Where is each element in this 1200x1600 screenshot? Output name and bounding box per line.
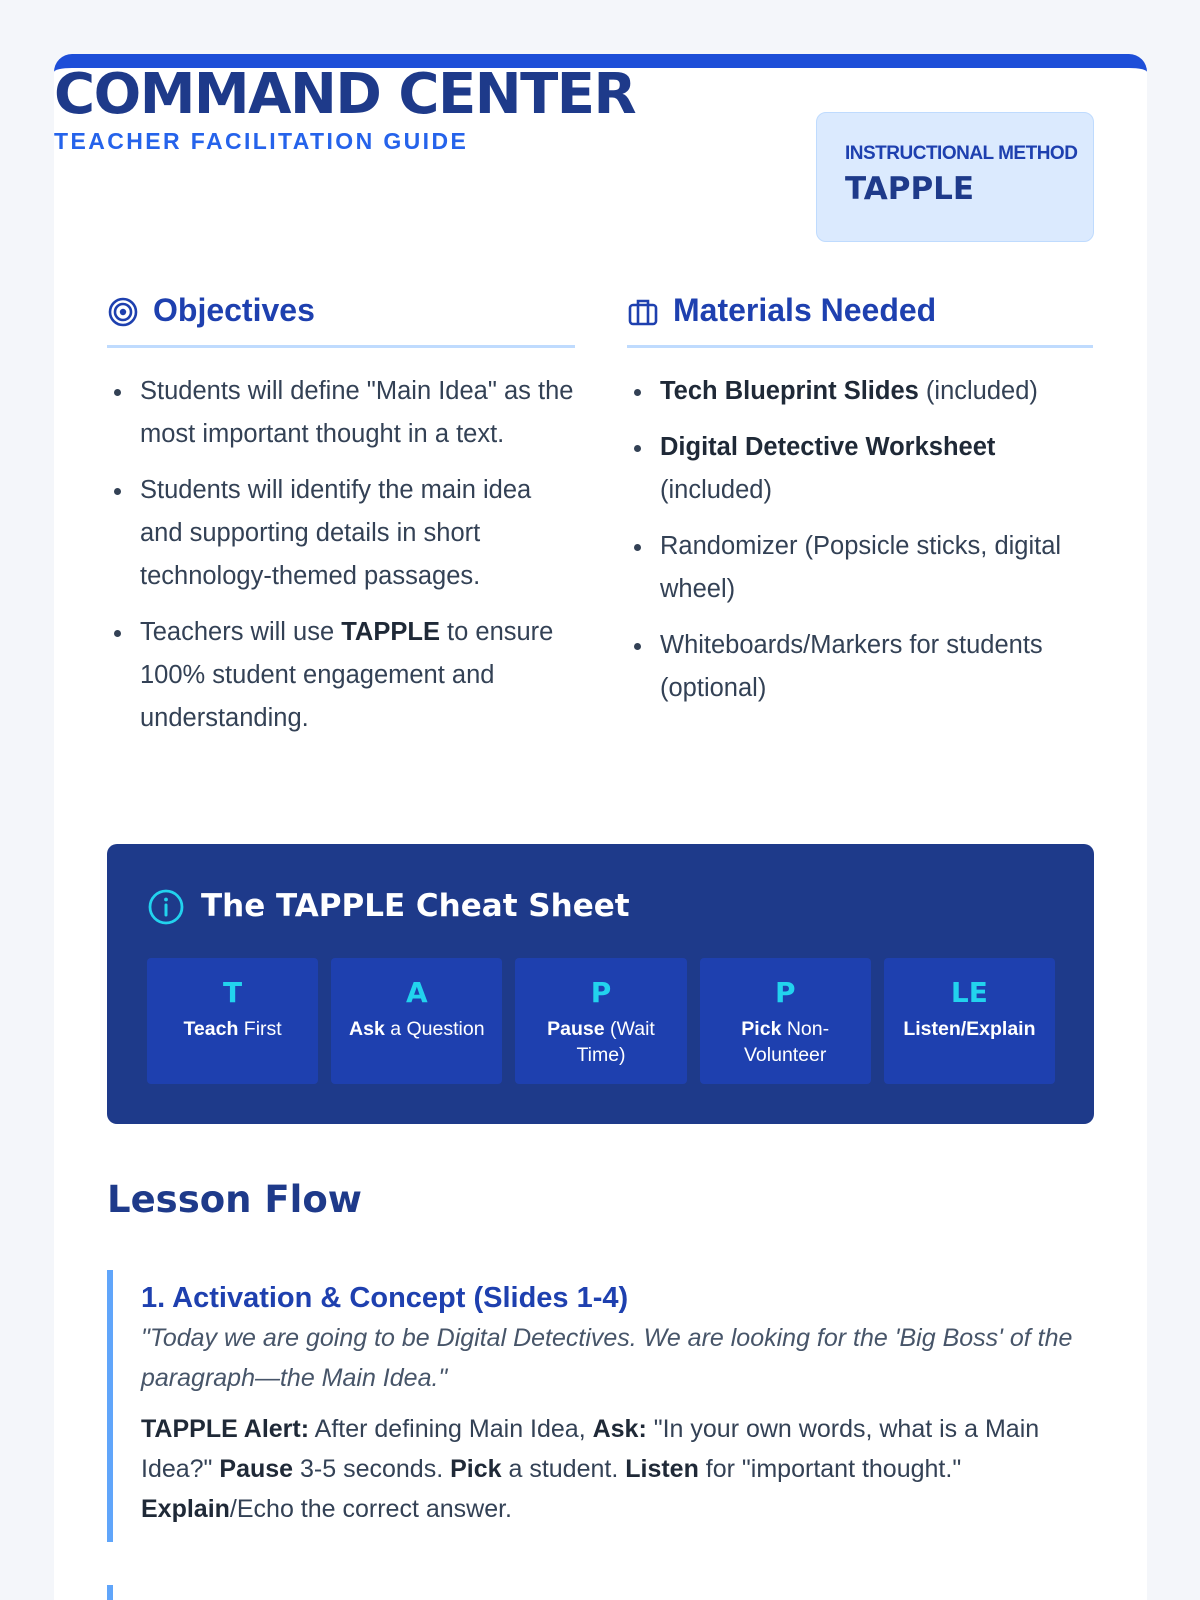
tapple-tile-pick [700, 958, 871, 1084]
materials-list [627, 370, 1093, 710]
tile-letter: T [223, 976, 243, 1009]
lesson-flow-title: Lesson Flow [107, 1178, 362, 1221]
tapple-tile-pause [515, 958, 686, 1084]
step-quote: "Today we are going to be Digital Detectives. We are looking for the 'Big Boss' of the paragraph—the Main Idea." [141, 1324, 1073, 1392]
objectives-section [107, 290, 575, 753]
tile-letter: LE [950, 976, 988, 1009]
method-value: TAPPLE [845, 171, 975, 207]
list-item: Teachers will use TAPPLE to ensure 100% student engagement and understanding. [107, 611, 575, 740]
materials-heading: Materials Needed [673, 292, 937, 328]
tapple-tile-listen [884, 958, 1055, 1084]
page-title: COMMAND CENTER [54, 62, 636, 127]
tile-letter: P [774, 976, 796, 1009]
objectives-list [107, 370, 575, 740]
briefcase-icon [627, 296, 659, 328]
materials-header [627, 290, 1093, 348]
materials-section [627, 290, 1093, 723]
lesson-step-next [107, 1585, 1094, 1600]
lesson-step [107, 1270, 1094, 1542]
tapple-tile-teach [147, 958, 318, 1084]
list-item: Tech Blueprint Slides (included) [627, 370, 1093, 413]
target-icon [107, 296, 139, 328]
tile-label: Pick Non-Volunteer [741, 1018, 830, 1066]
method-badge [816, 112, 1094, 242]
cheat-sheet-panel [107, 844, 1094, 1124]
list-item: Randomizer (Popsicle sticks, digital wheel) [627, 525, 1093, 611]
tapple-alert: TAPPLE Alert: After defining Main Idea, Ask: "In your own words, what is a Main Idea?" Pause 3-5 seconds. Pick a student. Listen for "important thought." Explain/Echo the correct answer. [141, 1415, 1040, 1523]
tile-label: Teach First [183, 1018, 282, 1040]
tapple-tiles [147, 958, 1055, 1084]
tile-letter: P [590, 976, 612, 1009]
method-label: INSTRUCTIONAL METHOD [845, 143, 1078, 164]
page-header [54, 60, 1078, 207]
list-item: Whiteboards/Markers for students (optional) [627, 624, 1093, 710]
objectives-header [107, 290, 575, 348]
tile-label: Pause (Wait Time) [547, 1018, 655, 1066]
page-subtitle: TEACHER FACILITATION GUIDE [54, 128, 469, 154]
list-item: Digital Detective Worksheet (included) [627, 426, 1093, 512]
tile-label: Ask a Question [349, 1018, 485, 1040]
objectives-heading: Objectives [153, 292, 315, 328]
tile-label: Listen/Explain [903, 1018, 1036, 1040]
info-icon [147, 888, 185, 926]
list-item: Students will identify the main idea and supporting details in short technology-themed passages. [107, 469, 575, 598]
step-heading: 1. Activation & Concept (Slides 1-4) [141, 1282, 629, 1314]
tile-letter: A [405, 976, 428, 1009]
list-item: Students will define "Main Idea" as the most important thought in a text. [107, 370, 575, 456]
tapple-tile-ask [331, 958, 502, 1084]
cheat-sheet-title: The TAPPLE Cheat Sheet [201, 888, 630, 924]
